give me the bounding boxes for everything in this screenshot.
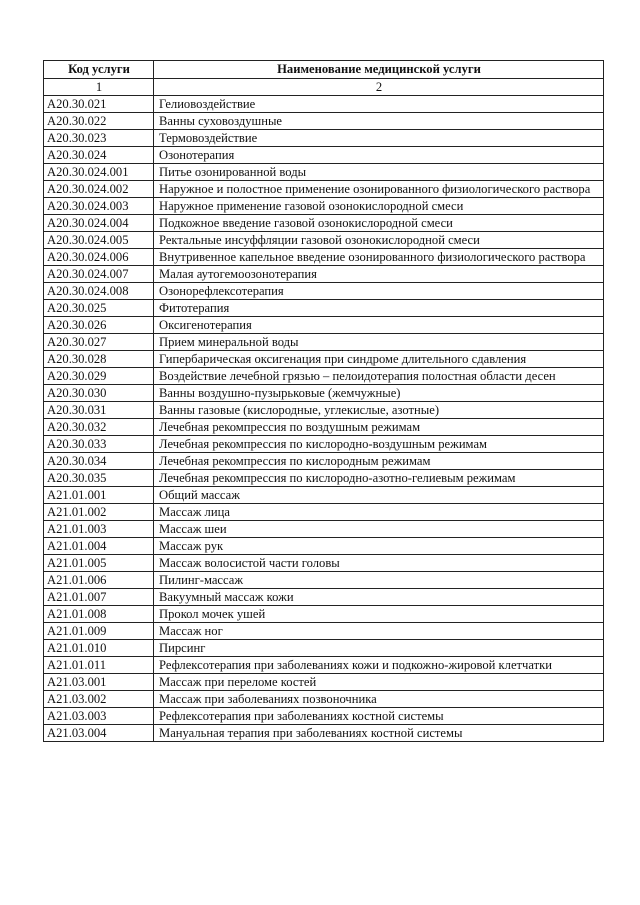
service-name: Рефлексотерапия при заболеваниях костной системы: [154, 708, 604, 725]
service-code: A20.30.024.003: [44, 198, 154, 215]
table-row: [44, 487, 604, 504]
service-code: A20.30.031: [44, 402, 154, 419]
service-name: Массаж волосистой части головы: [154, 555, 604, 572]
service-name: Рефлексотерапия при заболеваниях кожи и подкожно-жировой клетчатки: [154, 657, 604, 674]
table-row: [44, 691, 604, 708]
service-code: A21.03.001: [44, 674, 154, 691]
service-name: Лечебная рекомпрессия по кислородно-воздушным режимам: [154, 436, 604, 453]
service-code: A20.30.032: [44, 419, 154, 436]
service-name: Ванны суховоздушные: [154, 113, 604, 130]
service-code: A20.30.024.005: [44, 232, 154, 249]
service-name: Фитотерапия: [154, 300, 604, 317]
service-name: Малая аутогемоозонотерапия: [154, 266, 604, 283]
service-code: A20.30.035: [44, 470, 154, 487]
service-code: A20.30.024.001: [44, 164, 154, 181]
service-code: A21.01.006: [44, 572, 154, 589]
service-code: A21.01.005: [44, 555, 154, 572]
service-name: Прием минеральной воды: [154, 334, 604, 351]
table-row: [44, 232, 604, 249]
table-row: [44, 385, 604, 402]
service-code: A21.01.010: [44, 640, 154, 657]
table-row: [44, 147, 604, 164]
table-row: [44, 521, 604, 538]
service-code: A20.30.024.006: [44, 249, 154, 266]
service-name: Гипербарическая оксигенация при синдроме длительного сдавления: [154, 351, 604, 368]
service-code: A20.30.021: [44, 96, 154, 113]
service-name: Лечебная рекомпрессия по кислородно-азотно-гелиевым режимам: [154, 470, 604, 487]
table-row: [44, 589, 604, 606]
service-name: Массаж рук: [154, 538, 604, 555]
service-name: Термовоздействие: [154, 130, 604, 147]
service-code: A21.03.004: [44, 725, 154, 742]
services-table: [43, 60, 604, 742]
table-row: [44, 96, 604, 113]
table-row: [44, 504, 604, 521]
table-row: [44, 164, 604, 181]
service-code: A20.30.024.004: [44, 215, 154, 232]
service-code: A20.30.034: [44, 453, 154, 470]
table-row: [44, 351, 604, 368]
column-number-row: [44, 79, 604, 96]
table-row: [44, 215, 604, 232]
service-name: Массаж лица: [154, 504, 604, 521]
service-name: Ванны воздушно-пузырьковые (жемчужные): [154, 385, 604, 402]
table-row: [44, 657, 604, 674]
table-row: [44, 283, 604, 300]
table-row: [44, 419, 604, 436]
service-code: A20.30.027: [44, 334, 154, 351]
service-code: A21.01.003: [44, 521, 154, 538]
service-name: Массаж при переломе костей: [154, 674, 604, 691]
service-code: A20.30.024.002: [44, 181, 154, 198]
service-code: A20.30.029: [44, 368, 154, 385]
table-row: [44, 725, 604, 742]
table-row: [44, 334, 604, 351]
table-row: [44, 606, 604, 623]
service-name: Наружное применение газовой озонокислородной смеси: [154, 198, 604, 215]
service-name: Массаж ног: [154, 623, 604, 640]
service-name: Питье озонированной воды: [154, 164, 604, 181]
service-name: Оксигенотерапия: [154, 317, 604, 334]
column-number-1: 1: [44, 79, 154, 96]
table-row: [44, 402, 604, 419]
service-name: Озонотерапия: [154, 147, 604, 164]
service-code: A21.01.008: [44, 606, 154, 623]
table-header-row: [44, 61, 604, 79]
service-name: Ректальные инсуффляции газовой озонокислородной смеси: [154, 232, 604, 249]
service-name: Пилинг-массаж: [154, 572, 604, 589]
service-name: Общий массаж: [154, 487, 604, 504]
service-name: Прокол мочек ушей: [154, 606, 604, 623]
table-row: [44, 555, 604, 572]
service-code: A20.30.024.007: [44, 266, 154, 283]
service-name: Вакуумный массаж кожи: [154, 589, 604, 606]
table-body: [44, 96, 604, 742]
service-name: Внутривенное капельное введение озонированного физиологического раствора: [154, 249, 604, 266]
table-row: [44, 640, 604, 657]
service-name: Массаж при заболеваниях позвоночника: [154, 691, 604, 708]
table-row: [44, 470, 604, 487]
service-name: Лечебная рекомпрессия по кислородным режимам: [154, 453, 604, 470]
service-code: A21.01.001: [44, 487, 154, 504]
column-number-2: 2: [154, 79, 604, 96]
service-code: A20.30.024: [44, 147, 154, 164]
service-code: A21.01.009: [44, 623, 154, 640]
service-code: A20.30.025: [44, 300, 154, 317]
service-code: A20.30.026: [44, 317, 154, 334]
service-name: Воздействие лечебной грязью – пелоидотерапия полостная области десен: [154, 368, 604, 385]
document-page: [43, 60, 603, 742]
table-row: [44, 130, 604, 147]
table-row: [44, 317, 604, 334]
table-row: [44, 181, 604, 198]
service-name: Пирсинг: [154, 640, 604, 657]
table-row: [44, 300, 604, 317]
service-code: A21.03.002: [44, 691, 154, 708]
service-name: Подкожное введение газовой озонокислородной смеси: [154, 215, 604, 232]
table-row: [44, 436, 604, 453]
service-code: A21.03.003: [44, 708, 154, 725]
table-row: [44, 708, 604, 725]
table-row: [44, 572, 604, 589]
header-code: Код услуги: [44, 61, 154, 79]
service-name: Мануальная терапия при заболеваниях костной системы: [154, 725, 604, 742]
service-name: Ванны газовые (кислородные, углекислые, азотные): [154, 402, 604, 419]
table-row: [44, 266, 604, 283]
table-row: [44, 368, 604, 385]
service-code: A21.01.011: [44, 657, 154, 674]
service-name: Гелиовоздействие: [154, 96, 604, 113]
table-row: [44, 249, 604, 266]
service-code: A21.01.004: [44, 538, 154, 555]
service-name: Озонорефлексотерапия: [154, 283, 604, 300]
service-code: A20.30.033: [44, 436, 154, 453]
service-code: A21.01.002: [44, 504, 154, 521]
service-code: A20.30.024.008: [44, 283, 154, 300]
service-name: Наружное и полостное применение озонированного физиологического раствора: [154, 181, 604, 198]
table-row: [44, 623, 604, 640]
table-row: [44, 113, 604, 130]
table-row: [44, 198, 604, 215]
table-row: [44, 674, 604, 691]
service-name: Лечебная рекомпрессия по воздушным режимам: [154, 419, 604, 436]
table-row: [44, 453, 604, 470]
table-row: [44, 538, 604, 555]
service-code: A20.30.023: [44, 130, 154, 147]
service-name: Массаж шеи: [154, 521, 604, 538]
service-code: A21.01.007: [44, 589, 154, 606]
service-code: A20.30.030: [44, 385, 154, 402]
header-name: Наименование медицинской услуги: [154, 61, 604, 79]
service-code: A20.30.028: [44, 351, 154, 368]
service-code: A20.30.022: [44, 113, 154, 130]
